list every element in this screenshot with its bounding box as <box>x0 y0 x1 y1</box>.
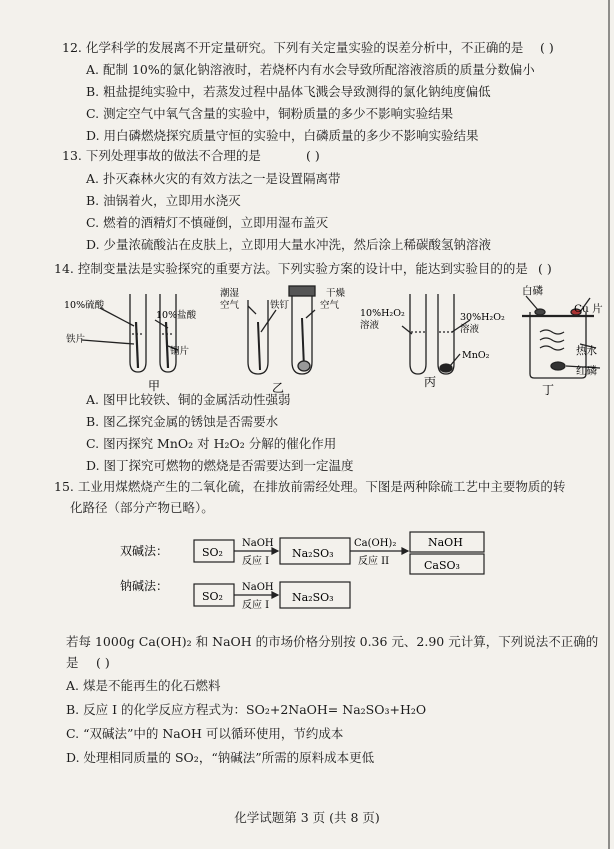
double-reaction1-label: 反应 I <box>242 556 270 567</box>
q15-text-line2: 是 <box>66 655 79 670</box>
yi-label-nail: 铁钉 <box>270 300 290 311</box>
q13-option-b: B. 油锅着火，立即用水浇灭 <box>86 193 241 208</box>
yi-label-dry-air: 空气 <box>320 300 340 311</box>
q13-option-d: D. 少量浓硫酸沾在皮肤上，立即用大量水冲洗，然后涂上稀碳酸氢钠溶液 <box>86 237 492 252</box>
q14-stem: 14. 控制变量法是实验探究的重要方法。下列实验方案的设计中，能达到实验目的的是 <box>54 261 528 276</box>
double-caso3-text: CaSO₃ <box>424 559 460 572</box>
q12-option-c: C. 测定空气中氧气含量的实验中，铜粉质量的多少不影响实验结果 <box>86 106 454 121</box>
q14-option-d: D. 图丁探究可燃物的燃烧是否需要达到一定温度 <box>86 458 354 473</box>
yi-label-moist: 潮湿 <box>220 288 240 299</box>
q15-stem-line1: 15. 工业用煤燃烧产生的二氧化硫，在排放前需经处理。下图是两种除硫工艺中主要物质的转 <box>54 479 566 494</box>
ding-label-red-phosphorus: 红磷 <box>576 365 597 377</box>
double-naoh-product: NaOH <box>428 536 463 549</box>
jia-label-copper: 铜片 <box>170 346 190 357</box>
double-na2so3-text: Na₂SO₃ <box>292 547 334 560</box>
q12-option-b: B. 粗盐提纯实验中，若蒸发过程中晶体飞溅会导致测得的氯化钠纯度偏低 <box>86 84 491 99</box>
q13-option-a: A. 扑灭森林火灾的有效方法之一是设置隔离带 <box>86 171 341 186</box>
page-footer: 化学试题第 3 页 (共 8 页) <box>234 810 380 825</box>
yi-label-moist-air: 空气 <box>220 300 240 311</box>
q15-text-line1: 若每 1000g Ca(OH)₂ 和 NaOH 的市场价格分别按 0.36 元、2.90 元计算，下列说法不正确的 <box>66 634 599 649</box>
q12-option-d: D. 用白磷燃烧探究质量守恒的实验中，白磷质量的多少不影响实验结果 <box>86 128 479 143</box>
bing-label-10pct-solution: 溶液 <box>360 320 380 331</box>
q15-option-c: C. “双碱法”中的 NaOH 可以循环使用，节约成本 <box>66 726 344 741</box>
bing-label-10pct: 10%H₂O₂ <box>360 308 405 319</box>
q15-stem-line2: 化路径（部分产物已略）。 <box>70 500 214 515</box>
ding-label-hot-water: 热水 <box>576 345 597 357</box>
q14-option-b: B. 图乙探究金属的锈蚀是否需要水 <box>86 414 279 429</box>
q15-option-b: B. 反应 I 的化学反应方程式为：SO₂+2NaOH= Na₂SO₃+H₂O <box>66 702 427 717</box>
q13-answer-bracket: ( ) <box>306 148 320 163</box>
sodium-na2so3-text: Na₂SO₃ <box>292 591 334 604</box>
yi-label-dry: 干燥 <box>326 288 346 299</box>
double-alkali-label: 双碱法： <box>120 544 169 558</box>
jia-label-iron: 铁片 <box>66 334 86 345</box>
q14-option-a: A. 图甲比较铁、铜的金属活动性强弱 <box>86 392 291 407</box>
q15-process-diagram <box>120 528 520 618</box>
bing-caption: 丙 <box>424 375 437 389</box>
double-naoh-reagent: NaOH <box>242 538 274 549</box>
bing-label-mno2: MnO₂ <box>462 350 490 361</box>
sodium-reaction1-label: 反应 I <box>242 600 270 611</box>
sodium-alkali-label: 钠碱法： <box>120 579 169 593</box>
yi-caption: 乙 <box>272 381 285 395</box>
q12-stem: 12. 化学科学的发展离不开定量研究。下列有关定量实验的误差分析中，不正确的是 <box>62 40 524 55</box>
q13-stem: 13. 下列处理事故的做法不合理的是 <box>62 148 261 163</box>
double-so2-text: SO₂ <box>202 546 223 559</box>
ding-label-white-phosphorus: 白磷 <box>522 285 543 297</box>
q12-option-a: A. 配制 10%的氯化钠溶液时，若烧杯内有水会导致所配溶液溶质的质量分数偏小 <box>86 62 535 77</box>
q12-answer-bracket: ( ) <box>540 40 554 55</box>
jia-label-sulfuric: 10%硫酸 <box>64 300 105 311</box>
double-reaction2-label: 反应 II <box>358 556 390 567</box>
q13-option-c: C. 燃着的酒精灯不慎碰倒，立即用湿布盖灭 <box>86 215 329 230</box>
jia-label-hydrochloric: 10%盐酸 <box>156 310 197 321</box>
bing-tube-right <box>438 294 454 374</box>
q15-option-a: A. 煤是不能再生的化石燃料 <box>66 678 221 693</box>
q15-option-d: D. 处理相同质量的 SO₂，“钠碱法”所需的原料成本更低 <box>66 750 375 765</box>
bing-tube-left <box>410 294 426 374</box>
ding-label-copper-plate: Cu 片 <box>574 303 603 315</box>
q14-experiment-figure <box>60 282 610 402</box>
page-edge-shadow <box>608 0 610 849</box>
ding-caption: 丁 <box>542 383 555 397</box>
bing-label-30pct: 30%H₂O₂ <box>460 312 505 323</box>
bing-label-30pct-solution: 溶液 <box>460 324 480 335</box>
jia-caption: 甲 <box>148 379 161 393</box>
double-caoh2-reagent: Ca(OH)₂ <box>354 538 397 549</box>
sodium-so2-text: SO₂ <box>202 590 223 603</box>
q14-option-c: C. 图丙探究 MnO₂ 对 H₂O₂ 分解的催化作用 <box>86 436 337 451</box>
q14-answer-bracket: ( ) <box>538 261 552 276</box>
sodium-naoh-reagent: NaOH <box>242 582 274 593</box>
q15-answer-bracket: ( ) <box>96 655 110 670</box>
